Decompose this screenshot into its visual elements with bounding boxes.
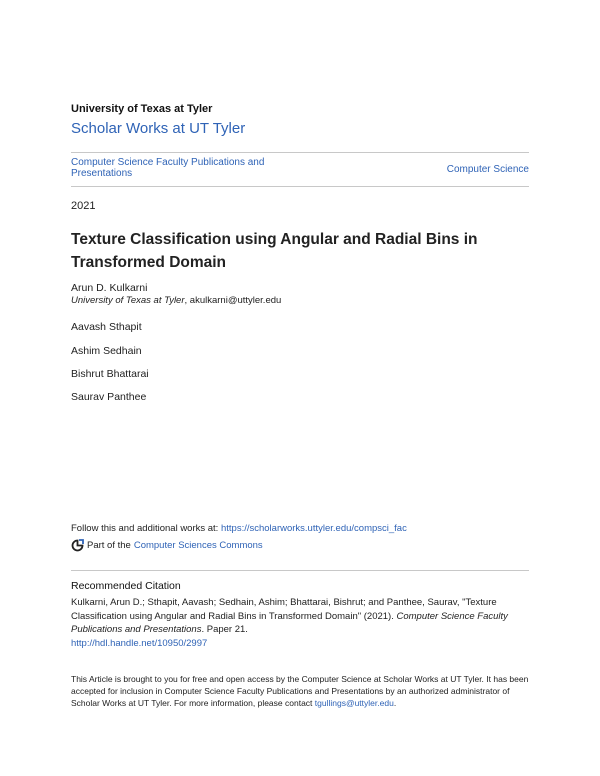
citation-series: Computer Science Faculty Publications and Presentations — [71, 610, 508, 635]
author-affiliation: University of Texas at Tyler, akulkarni@uttyler.edu — [71, 295, 282, 306]
author-email: akulkarni@uttyler.edu — [189, 295, 282, 306]
part-of-line — [71, 539, 263, 552]
author-name: Aavash Sthapit — [71, 321, 142, 333]
institution-name: University of Texas at Tyler — [71, 103, 213, 115]
divider-bottom — [71, 186, 529, 187]
collection-link[interactable]: Computer Science Faculty Publications and Presentations — [71, 157, 265, 179]
repository-link[interactable]: Scholar Works at UT Tyler — [71, 120, 246, 137]
commons-icon — [71, 539, 84, 552]
author-name: Bishrut Bhattarai — [71, 368, 149, 380]
author-name: Saurav Panthee — [71, 391, 147, 403]
handle-link[interactable]: http://hdl.handle.net/10950/2997 — [71, 638, 208, 649]
author-name: Arun D. Kulkarni — [71, 282, 148, 294]
citation-body: Kulkarni, Arun D.; Sthapit, Aavash; Sedhain, Ashim; Bhattarai, Bishrut; and Panthee, Saurav, "Texture Classification using Angular and Radial Bins in Transformed Domain" (2021). — [71, 597, 497, 622]
follow-url-link[interactable]: https://scholarworks.uttyler.edu/compsci_fac — [220, 523, 407, 534]
follow-line — [71, 523, 407, 534]
citation-paper: . Paper 21. — [201, 624, 248, 635]
citation-text — [71, 596, 531, 637]
follow-prefix: Follow this and additional works at: — [71, 523, 221, 534]
partof-prefix: Part of the — [87, 540, 131, 551]
paper-title: Texture Classification using Angular and Radial Bins in Transformed Domain — [71, 231, 478, 271]
notice-end: . — [393, 698, 397, 708]
author-name: Ashim Sedhain — [71, 345, 142, 357]
department-link[interactable]: Computer Science — [446, 164, 529, 175]
publication-year: 2021 — [71, 200, 96, 212]
citation-heading: Recommended Citation — [71, 580, 181, 592]
notice-text: This Article is brought to you for free and open access by the Computer Science at Scholar Works at UT Tyler. It has been accepted for inclusion in Computer Science Faculty Publications and Presentations by an authorized administrator of Scholar Works at UT Tyler. For more information, please contact — [71, 674, 529, 708]
access-notice — [71, 673, 533, 709]
affiliation-name: University of Texas at Tyler — [71, 295, 185, 306]
contact-email-link[interactable]: tgullings@uttyler.edu — [314, 698, 394, 708]
commons-link[interactable]: Computer Sciences Commons — [133, 540, 263, 551]
divider-citation — [71, 570, 529, 571]
divider-top — [71, 152, 529, 153]
